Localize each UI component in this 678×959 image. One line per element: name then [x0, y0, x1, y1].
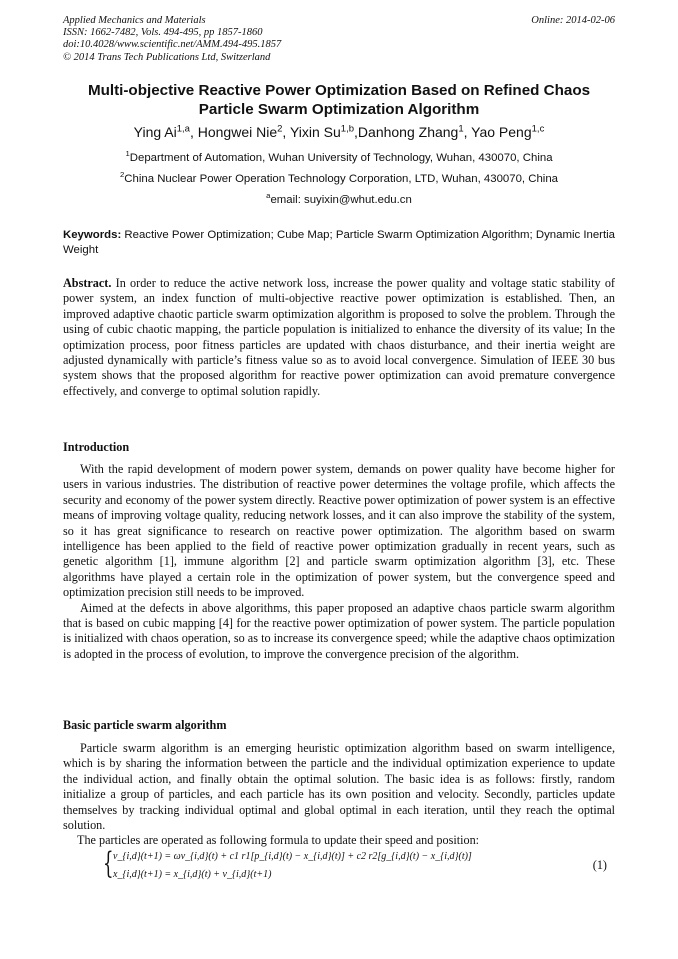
email-line	[63, 193, 615, 207]
author-list: Ying Ai$^{1,a}$, Hongwei Nie$^2$, Yixin Su$^{1,b}$,Danhong Zhang$^1$, Yao Peng$^{1,c}$	[133, 123, 545, 140]
author-sup: 1	[458, 123, 464, 135]
affiliation-2	[63, 172, 615, 186]
affiliation-sup: 1	[125, 149, 130, 159]
author-name: Ying Ai	[133, 124, 177, 140]
doi-line: doi:10.4028/www.scientific.net/AMM.494-495.1857	[63, 39, 282, 51]
intro-paragraph-1: With the rapid development of modern power system, demands on power quality have become higher for users in various industries. The distribution of reactive power determines the voltage profile, which affects the security and economy of the power system directly. Reactive power optimization of power system is an effective means of improving voltage quality, reducing network losses, and it can also improve the stability of the system, so it has great significance to research on reactive power optimization. The algorithm based on swarm intelligence has been applied to the field of reactive power optimization gradually in recent years, such as genetic algorithm [1], immune algorithm [2] and particle swarm optimization algorithm [3], etc. These algorithms have played a certain role in the optimization of power system, but the convergence speed and optimization precision still needs to be improved.	[63, 462, 615, 600]
email-sup: a	[266, 191, 271, 201]
keywords-label: Keywords:	[63, 229, 122, 241]
affiliation-text: China Nuclear Power Operation Technology Corporation, LTD, Wuhan, 430070, China	[124, 173, 559, 185]
author-name: Yao Peng	[471, 124, 532, 140]
pso-paragraph-1: Particle swarm algorithm is an emerging heuristic optimization algorithm based on swarm intelligence, which is by sharing the information between the particle and the individual optimization experience to update the individual action, and finally obtain the optimal solution. The basic idea is as follows: firstly, random initialize a group of particles, and each particle has its own position and velocity. Secondly, particles update themselves by tracking individual optimal and global optimal in each iteration, until they reach the optimal solution.	[63, 741, 615, 833]
affiliation-sup: 2	[119, 170, 125, 180]
paper-title	[63, 81, 615, 119]
author-name: Hongwei Nie	[197, 124, 278, 140]
journal-name: Applied Mechanics and Materials	[63, 15, 206, 26]
author-name: Danhong Zhang	[357, 124, 459, 140]
keywords	[63, 228, 615, 257]
equation-line-2: x_{i,d}(t+1) = x_{i,d}(t) + v_{i,d}(t+1)	[113, 869, 272, 880]
author-sup: 1,b	[340, 123, 355, 135]
keywords-text: Reactive Power Optimization; Cube Map; Particle Swarm Optimization Algorithm; Dynamic Inertia Weight	[63, 229, 616, 256]
journal-header	[63, 15, 615, 64]
online-date: Online: 2014-02-06	[531, 15, 615, 26]
equation-line-1: v_{i,d}(t+1) = ωv_{i,d}(t) + c1 r1[p_{i,d}(t) − x_{i,d}(t)] + c2 r2[g_{i,d}(t) − x_{i,d}(t)]	[113, 851, 472, 862]
intro-paragraph-2: Aimed at the defects in above algorithms, this paper proposed an adaptive chaos particle swarm algorithm that is based on cubic mapping [4] for the reactive power optimization of power system. The particle population is initialized with chaos operation, so as to increase its convergence speed; while the adaptive chaos optimization is adopted in the process of evolution, to improve the convergence precision of the algorithm.	[63, 600, 615, 661]
section-heading-introduction: Introduction	[63, 440, 130, 454]
affiliation-1	[63, 151, 615, 165]
author-sup: 1,c	[531, 123, 545, 135]
issn-line: ISSN: 1662-7482, Vols. 494-495, pp 1857-1860	[63, 27, 263, 39]
abstract-text: In order to reduce the active network loss, increase the power quality and voltage static stability of power system, an index function of multi-objective reactive power optimization is established. Then, an improved adaptive chaotic particle swarm optimization algorithm is proposed to solve the problem. Through the using of cubic chaotic mapping, the particle population is initialized to enhance the diversity of its value; In the optimization process, poor fitness particles are updated with chaos disturbance, and their inertia weight are adjusted dynamically with particle’s fitness value so as to avoid local convergence. Simulation of IEEE 30 bus system shows that the proposed algorithm for reactive power optimization can avoid premature convergence effectively, and converge to optimal solution rapidly.	[63, 276, 615, 398]
affiliation-text: Department of Automation, Wuhan University of Technology, Wuhan, 430070, China	[129, 152, 553, 164]
author-name: Yixin Su	[289, 124, 341, 140]
equation-number: (1)	[592, 858, 607, 872]
abstract	[63, 276, 615, 399]
copyright-line: © 2014 Trans Tech Publications Ltd, Switzerland	[63, 51, 271, 63]
pso-body	[63, 741, 615, 849]
equation-1	[103, 847, 615, 887]
introduction-body	[63, 462, 615, 662]
title-line-2: Particle Swarm Optimization Algorithm	[198, 101, 480, 118]
abstract-label: Abstract.	[63, 276, 112, 290]
title-line-1: Multi-objective Reactive Power Optimization Based on Refined Chaos	[87, 82, 591, 99]
pso-paragraph-2: The particles are operated as following formula to update their speed and position:	[77, 833, 480, 848]
author-sup: 1,a	[176, 123, 190, 135]
author-sup: 2	[277, 123, 283, 135]
email-text: email: suyixin@whut.edu.cn	[270, 194, 412, 206]
equation-brace: {	[103, 846, 114, 881]
section-heading-pso: Basic particle swarm algorithm	[63, 718, 227, 732]
